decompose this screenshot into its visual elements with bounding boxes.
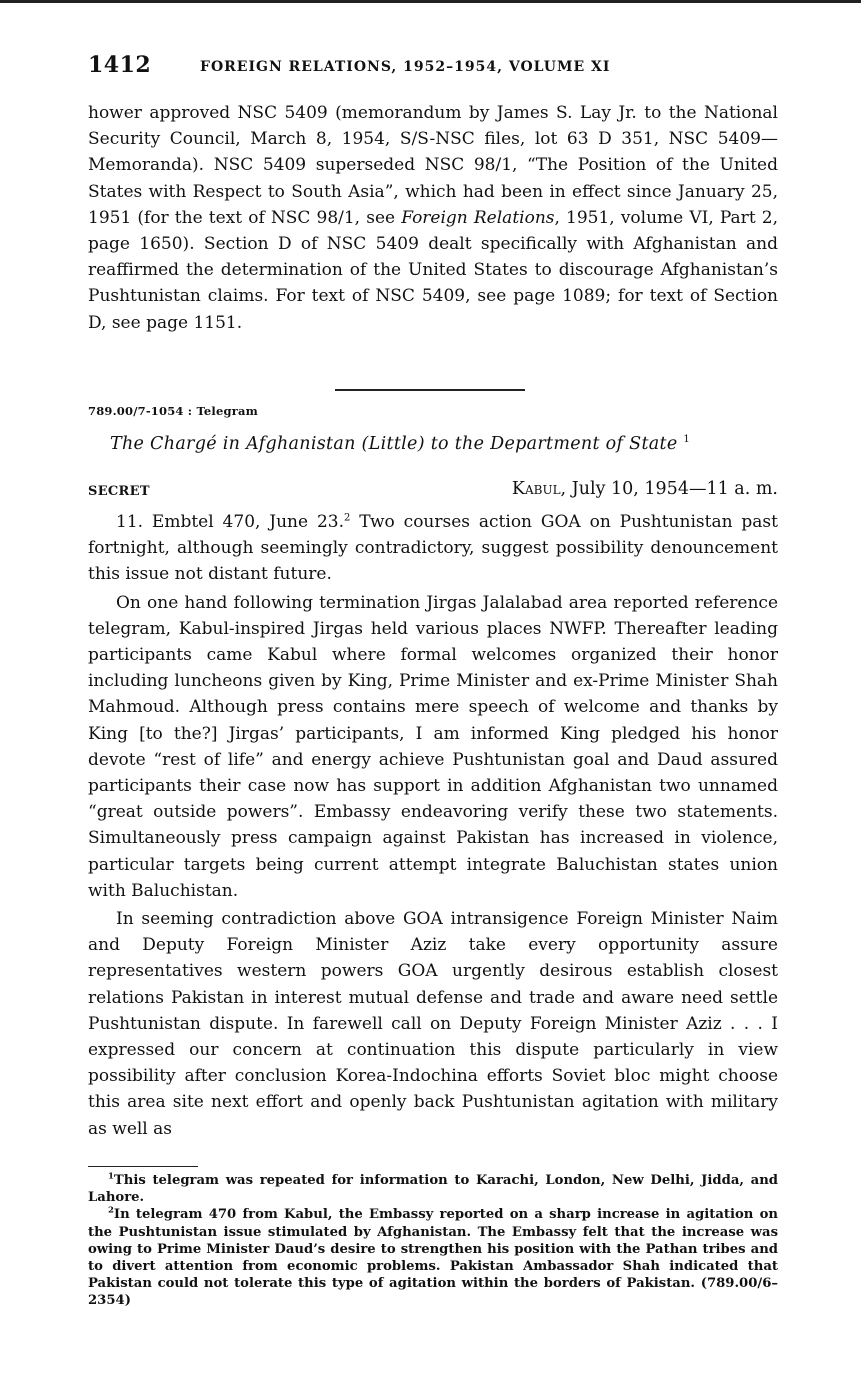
intro-paragraph-block	[88, 100, 778, 336]
footnote-2-marker: 2	[108, 1206, 114, 1217]
footnote-2	[88, 1206, 778, 1309]
p1-before: 11. Embtel 470, June 23.	[116, 512, 344, 532]
intro-text-part2: , 1951, volume VI, Part 2, page 1650). Section D of NSC 5409 dealt specifically with Afghanistan and reaffirmed the determination of the United States to discourage Afghanistan’s Pushtunistan claims. For text of NSC 5409, see page 1089; for text of Section D, see page 1151.	[88, 207, 778, 333]
section-divider	[335, 389, 525, 391]
footnote-1	[88, 1172, 778, 1206]
intro-text-part1: hower approved NSC 5409 (memorandum by James S. Lay Jr. to the National Security Council, March 8, 1954, S/S-NSC files, lot 63 D 351, NSC 5409—Memoranda). NSC 5409 superseded NSC 98/1, “The Position of the United States with Respect to South Asia”, which had been in effect since January 25, 1951 (for the text of NSC 98/1, see	[88, 103, 778, 228]
title-footnote-marker: 1	[683, 434, 691, 446]
page-number: 1412	[88, 52, 152, 78]
p1-footnote-marker: 2	[344, 512, 351, 524]
dateline-place: Kabul,	[511, 479, 567, 499]
p1-after: Two courses action GOA on Pushtunistan past fortnight, although seemingly contradictory, suggest possibility denouncement this issue not distant future.	[88, 512, 778, 585]
footnote-1-marker: 1	[108, 1171, 114, 1182]
document-title	[110, 434, 690, 454]
body-paragraph-3: In seeming contradiction above GOA intransigence Foreign Minister Naim and Deputy Foreign Minister Aziz take every opportunity assure representatives western powers GOA urgently desirous establish closest relations Pakistan in interest mutual defense and trade and aware need settle Pushtunistan dispute. In farewell call on Deputy Foreign Minister Aziz . . . I expressed our concern at continuation this dispute particularly in view possibility after conclusion Korea-Indochina efforts Soviet bloc might choose this area site next effort and openly back Pushtunistan agitation with military as well as	[88, 909, 778, 1139]
top-border-rule	[0, 0, 861, 3]
footnote-rule	[88, 1166, 198, 1167]
running-head	[88, 52, 778, 82]
file-reference: 789.00/7-1054 : Telegram	[88, 404, 259, 418]
telegram-body	[88, 509, 778, 1142]
dateline-date: July 10, 1954—11 a. m.	[571, 479, 778, 499]
intro-italic-title: Foreign Relations	[401, 207, 555, 228]
volume-title: FOREIGN RELATIONS, 1952–1954, VOLUME XI	[200, 59, 611, 75]
intro-paragraph	[88, 100, 778, 336]
footnotes	[88, 1172, 778, 1310]
footnote-2-text: In telegram 470 from Kabul, the Embassy reported on a sharp increase in agitation on the Pushtunistan issue stimulated by Afghanistan. The Embassy felt that the increase was owing to Prime Minister Daud’s desire to strengthen his position with the Pathan tribes and to divert attention from economic problems. Pakistan Ambassador Shah indicated that Pakistan could not tolerate this type of agitation within the borders of Pakistan. (789.00/6–2354)	[88, 1207, 778, 1309]
dateline	[512, 479, 778, 499]
document-title-text: The Chargé in Afghanistan (Little) to the Department of State	[110, 434, 678, 454]
classification-label: SECRET	[88, 484, 150, 499]
footnote-1-text: This telegram was repeated for information to Karachi, London, New Delhi, Jidda, and Lahore.	[88, 1173, 778, 1206]
body-paragraph-2: On one hand following termination Jirgas Jalalabad area reported reference telegram, Kabul-inspired Jirgas held various places NWFP. Thereafter leading participants came Kabul where formal welcomes organized their honor including luncheons given by King, Prime Minister and ex-Prime Minister Shah Mahmoud. Although press contains mere speech of welcome and thanks by King [to the?] Jirgas’ participants, I am informed King pledged his honor devote “rest of life” and energy achieve Pushtunistan goal and Daud assured participants their case now has support in addition Afghanistan two unnamed “great outside powers”. Embassy endeavoring verify these two statements. Simultaneously press campaign against Pakistan has increased in violence, particular targets being current attempt integrate Baluchistan states union with Baluchistan.	[88, 592, 778, 901]
body-paragraph-1	[88, 509, 778, 588]
